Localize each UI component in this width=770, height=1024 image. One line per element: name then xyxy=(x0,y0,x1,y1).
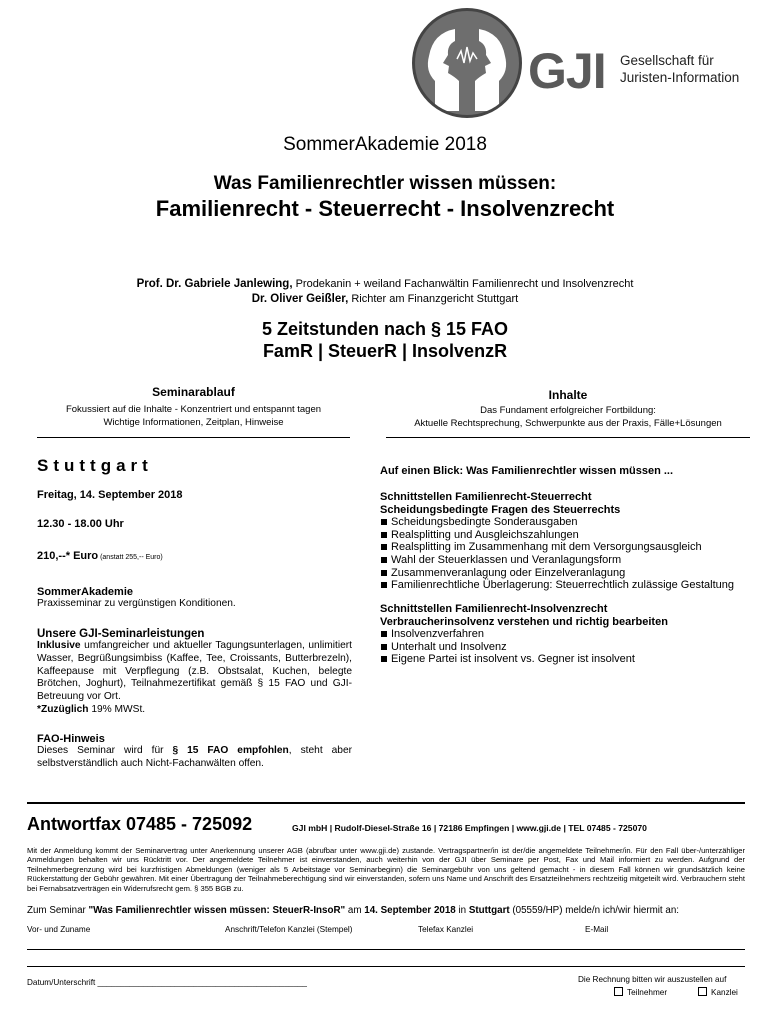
zum-post: (05559/HP) melde/n ich/wir hiermit an: xyxy=(509,905,679,916)
seminarablauf-title: Seminarablauf xyxy=(152,385,235,399)
kanzlei-label: Kanzlei xyxy=(711,988,738,997)
signature-field[interactable]: Datum/Unterschrift ______________________________________________ xyxy=(27,978,307,987)
glance-heading xyxy=(380,465,750,478)
email-field-label[interactable]: E-Mail xyxy=(585,925,609,934)
checkbox-teilnehmer[interactable] xyxy=(614,987,623,996)
akademie-block xyxy=(37,586,352,609)
list-item: Familienrechtliche Überlagerung: Steuerrechtlich zulässige Gestaltung xyxy=(380,579,750,592)
list-item: Realsplitting im Zusammenhang mit dem Versorgungsausgleich xyxy=(380,541,750,554)
inhalte-line2: Aktuelle Rechtsprechung, Schwerpunkte aus der Praxis, Fälle+Lösungen xyxy=(414,418,722,429)
zuzueglich-bold: *Zuzüglich xyxy=(37,703,89,715)
option-teilnehmer[interactable] xyxy=(614,987,667,997)
registration-statement xyxy=(27,905,679,916)
leistungen-bold: Inklusive xyxy=(37,640,81,651)
teilnehmer-label: Teilnehmer xyxy=(627,988,668,997)
title-line2: Familienrecht - Steuerrecht - Insolvenzrecht xyxy=(155,196,615,221)
seminarablauf-block xyxy=(37,385,350,429)
section1-heading: Schnittstellen Familienrecht-Steuerrecht xyxy=(380,491,592,503)
zum-mid: am xyxy=(345,905,365,916)
list-item: Realsplitting und Ausgleichszahlungen xyxy=(380,529,750,542)
speaker-1 xyxy=(0,277,770,292)
list-item: Insolvenzverfahren xyxy=(380,628,750,641)
fao-hinweis-pre: Dieses Seminar wird für xyxy=(37,745,173,756)
akademie-text: Praxisseminar zu vergünstigen Konditionen. xyxy=(37,598,236,609)
time: 12.30 - 18.00 Uhr xyxy=(37,518,124,530)
speaker-2-role: Richter am Finanzgericht Stuttgart xyxy=(348,293,519,305)
zum-city: Stuttgart xyxy=(468,905,510,916)
glance-text: Auf einen Blick: Was Familienrechtler wissen müssen ... xyxy=(380,465,674,477)
footer-divider xyxy=(27,802,745,804)
price-note: (anstatt 255,-- Euro) xyxy=(98,554,163,561)
section2-heading: Schnittstellen Familienrecht-Insolvenzrecht xyxy=(380,603,608,615)
inhalte-line1: Das Fundament erfolgreicher Fortbildung: xyxy=(480,405,656,416)
logo-org-line1: Gesellschaft für xyxy=(620,53,714,68)
logo-org-name xyxy=(620,52,739,86)
section2-subheading: Verbraucherinsolvenz verstehen und richtig bearbeiten xyxy=(380,615,668,628)
zum-date: 14. September 2018 xyxy=(364,905,456,916)
company-address: GJI mbH | Rudolf-Diesel-Straße 16 | 72186 Empfingen | www.gji.de | TEL 07485 - 725070 xyxy=(292,823,647,833)
seminarablauf-line2: Wichtige Informationen, Zeitplan, Hinweise xyxy=(103,417,284,428)
zuzueglich xyxy=(37,704,352,717)
inhalte-block xyxy=(386,388,750,430)
fax-field-label[interactable]: Telefax Kanzlei xyxy=(418,925,474,934)
speaker-1-name: Prof. Dr. Gabriele Janlewing, xyxy=(136,278,293,290)
leistungen-block xyxy=(37,628,352,717)
form-line xyxy=(27,966,745,967)
address-field-label[interactable]: Anschrift/Telefon Kanzlei (Stempel) xyxy=(225,925,353,934)
checkbox-kanzlei[interactable] xyxy=(698,987,707,996)
logo-emblem xyxy=(412,8,522,118)
leistungen-body: umfangreicher und aktueller Tagungsunterlagen, unlimitiert Wasser, Begrüßungsimbiss (Kaffee, Tee, Croissants, Butterbrezeln), Kaffeepause mit Verpflegung (z.B. Obstsalat, Kuchen, belegte Brötchen, Joghurt), Teilnahmezertifikat gemäß § 15 FAO und GJI-Betreuung vor Ort. xyxy=(37,640,352,703)
zum-seminar: "Was Familienrechtler wissen müssen: SteuerR-InsoR" xyxy=(88,905,346,916)
fax-number: Antwortfax 07485 - 725092 xyxy=(27,814,253,834)
zum-pre: Zum Seminar xyxy=(27,905,89,916)
list-item: Wahl der Steuerklassen und Veranlagungsform xyxy=(380,554,750,567)
date: Freitag, 14. September 2018 xyxy=(37,489,183,501)
fao-hinweis-block xyxy=(37,733,352,771)
event-name: SommerAkademie 2018 xyxy=(283,134,487,155)
section-insolvenzrecht xyxy=(380,603,750,666)
speakers xyxy=(0,277,770,307)
list-item: Zusammenveranlagung oder Einzelveranlagung xyxy=(380,567,750,580)
terms-text: Mit der Anmeldung kommt der Seminarvertrag unter Anerkennung unserer AGB (abrufbar unter www.gji.de) zustande. Vertragspartner/in ist der/die angemeldete Teilnehmer/in. Für den Fall über-/unterzähliger Anmeldungen behalten wir uns Rücktritt vor. Der angemeldete Teilnehmer ist einverstanden, auch weiterhin von der GJI über Seminare per Post, Fax und Mail informiert zu werden. Aufgrund der Teilnehmerbegrenzung wird bei kurzfristigen Abmeldungen (weniger als 5 Arbeitstage vor Seminarbeginn) die Seminargebühr von uns geltend gemacht - in diesem Fall können wir grundsätzlich keine Rückerstattung der Gebühr gewähren. Mit einer Übertragung der Teilnahmeberechtigung sind wir einverstanden, sofern uns Name und Anschrift des Ersatzteilnehmers rechtzeitig mitgeteilt wird. Verbrauchern steht bei Fernabsatzverträgen ein Widerrufsrecht gem. § 355 BGB zu. xyxy=(27,846,745,893)
price xyxy=(37,546,163,564)
fao-hinweis-text xyxy=(37,745,352,771)
fao-areas: FamR | SteuerR | InsolvenzR xyxy=(262,341,508,361)
form-line xyxy=(27,949,745,950)
divider xyxy=(37,437,350,438)
fao-hinweis-bold: § 15 FAO empfohlen xyxy=(172,745,289,756)
fao-hinweis-post: , steht aber selbstverständlich auch Nicht-Fachanwälten offen. xyxy=(37,745,352,769)
list-item: Scheidungsbedingte Sonderausgaben xyxy=(380,516,750,529)
speaker-2 xyxy=(0,292,770,307)
section1-subheading: Scheidungsbedingte Fragen des Steuerrechts xyxy=(380,503,621,516)
logo-org-line2: Juristen-Information xyxy=(620,70,740,85)
list-item: Eigene Partei ist insolvent vs. Gegner ist insolvent xyxy=(380,653,750,666)
title-line1: Was Familienrechtler wissen müssen: xyxy=(213,173,557,194)
leistungen-title: Unsere GJI-Seminarleistungen xyxy=(37,628,205,640)
zuzueglich-text: 19% MWSt. xyxy=(88,703,146,715)
name-field-label[interactable]: Vor- und Zuname xyxy=(27,925,91,934)
inhalte-title: Inhalte xyxy=(548,388,588,402)
speaker-2-name: Dr. Oliver Geißler, xyxy=(251,293,349,305)
fao-hours: 5 Zeitstunden nach § 15 FAO xyxy=(261,319,509,339)
section-steuerrecht xyxy=(380,491,750,592)
fao-block xyxy=(0,318,770,362)
akademie-title: SommerAkademie xyxy=(37,586,133,598)
list-item: Unterhalt und Insolvenz xyxy=(380,641,750,654)
divider xyxy=(386,437,750,438)
leistungen-text xyxy=(37,640,352,704)
fao-hinweis-title: FAO-Hinweis xyxy=(37,733,105,745)
city: Stuttgart xyxy=(37,456,153,475)
speaker-1-role: Prodekanin + weiland Fachanwältin Familienrecht und Insolvenzrecht xyxy=(292,278,634,290)
price-value: 210,--* Euro xyxy=(37,550,99,562)
logo-abbr: GJI xyxy=(528,43,606,99)
seminarablauf-line1: Fokussiert auf die Inhalte - Konzentriert und entspannt tagen xyxy=(65,404,322,415)
option-kanzlei[interactable] xyxy=(698,987,738,997)
profile-faces-icon xyxy=(415,11,519,115)
invoice-label: Die Rechnung bitten wir auszustellen auf xyxy=(578,975,727,984)
zum-in: in xyxy=(455,905,469,916)
